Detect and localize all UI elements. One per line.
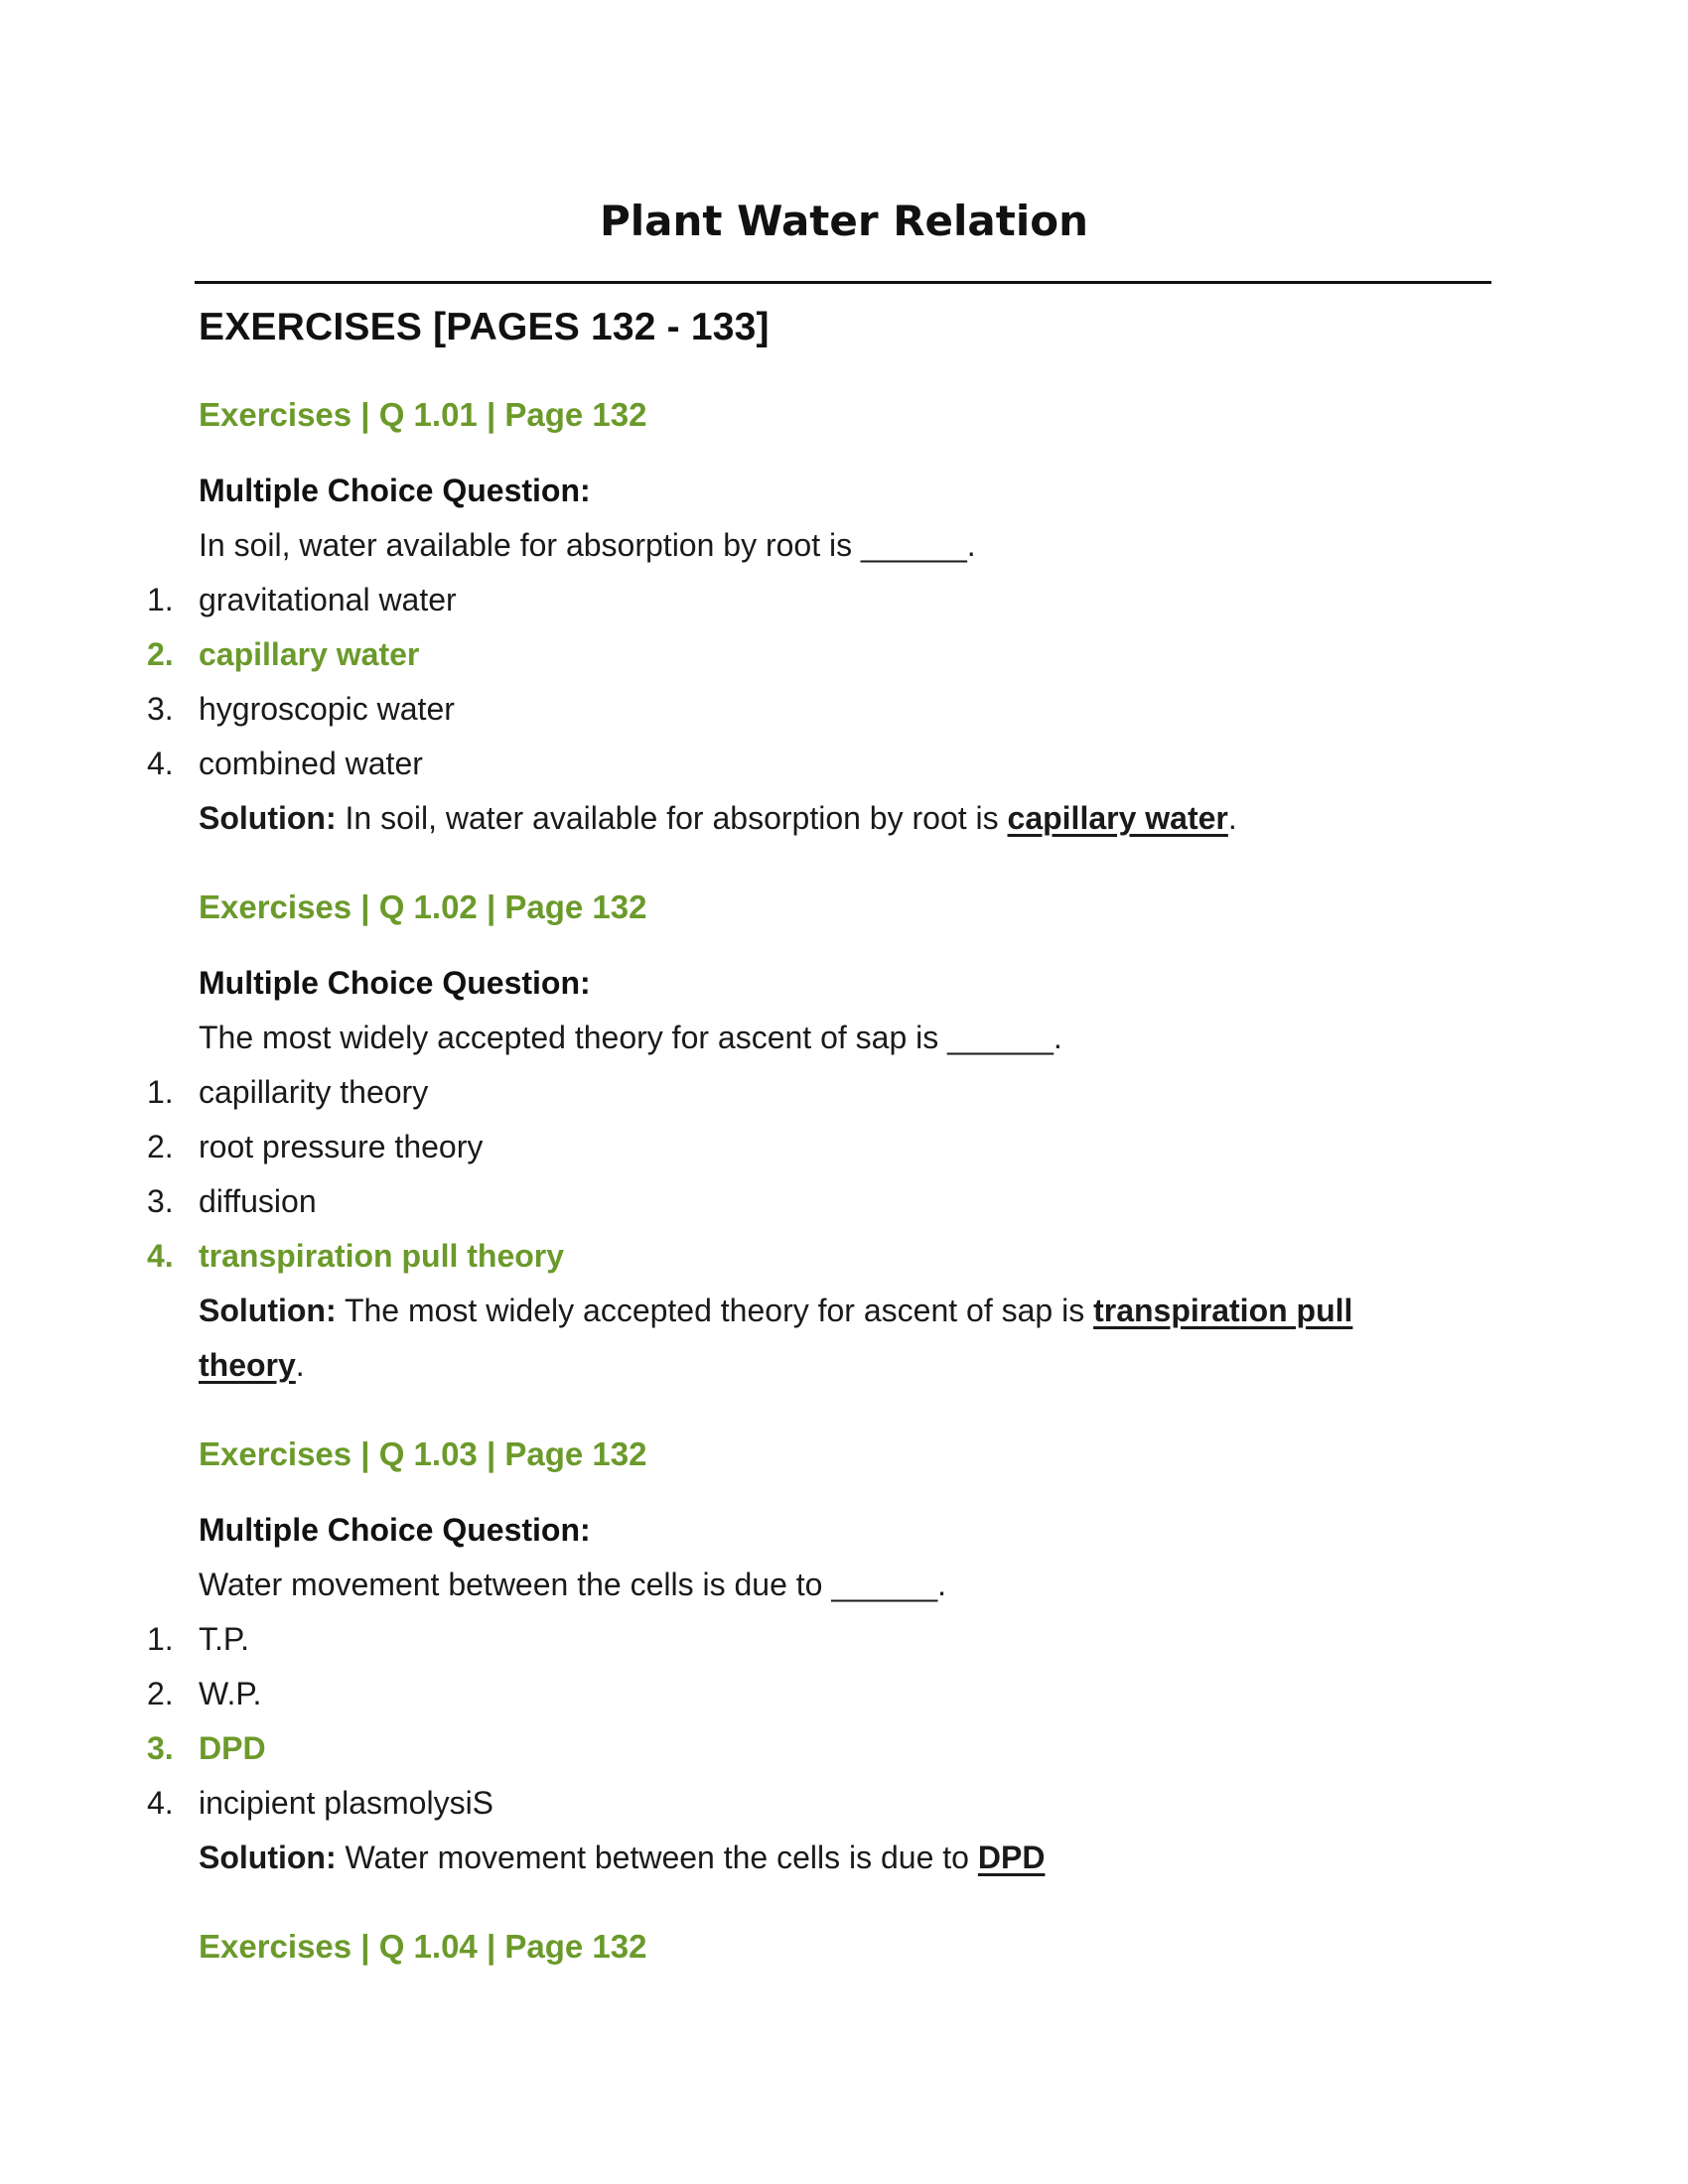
solution-label: Solution: [199,1840,337,1875]
option-text: DPD [199,1730,266,1766]
option-text: combined water [199,746,423,781]
option-number: 3. [147,1730,174,1766]
option-number: 1. [147,1074,174,1110]
option-number: 1. [147,1621,174,1657]
option-item [0,1174,1688,1229]
question-header: Exercises | Q 1.01 | Page 132 [199,396,647,433]
option-number: 4. [147,746,174,781]
option-item-correct [0,1229,1688,1284]
option-text: capillarity theory [199,1074,429,1110]
solution-text: In soil, water available for absorption by root is [336,800,1008,836]
options-list [0,1065,1688,1284]
solution [199,1284,1420,1393]
solution-label: Solution: [199,800,337,836]
option-number: 3. [147,1183,174,1219]
option-number: 3. [147,691,174,727]
option-item-correct [0,627,1688,682]
question-type-label: Multiple Choice Question: [199,965,591,1001]
question-header: Exercises | Q 1.04 | Page 132 [199,1928,647,1965]
option-item [0,1120,1688,1174]
option-number: 2. [147,1129,174,1164]
options-list [0,1612,1688,1831]
solution-text: The most widely accepted theory for ascent of sap is [336,1293,1094,1328]
solution-text: Water movement between the cells is due to [336,1840,978,1875]
page-title: Plant Water Relation [600,197,1088,245]
option-item [0,1667,1688,1721]
solution-end: . [1227,800,1237,836]
option-text: gravitational water [199,582,457,617]
option-text: hygroscopic water [199,691,455,727]
solution [199,1831,1420,1885]
option-text: root pressure theory [199,1129,484,1164]
solution-answer: transpiration pull theory [199,1293,1353,1383]
section-heading: EXERCISES [PAGES 132 - 133] [199,306,770,348]
option-number: 4. [147,1785,174,1821]
question-header: Exercises | Q 1.02 | Page 132 [199,888,647,925]
solution-answer: DPD [977,1840,1046,1875]
question-text: Water movement between the cells is due to ______. [199,1567,947,1602]
option-text: diffusion [199,1183,317,1219]
option-item [0,1612,1688,1667]
option-text: incipient plasmolysiS [199,1785,494,1821]
question-type-label: Multiple Choice Question: [199,473,591,508]
question-type-label: Multiple Choice Question: [199,1512,591,1548]
option-number: 2. [147,636,174,672]
option-item [0,737,1688,791]
option-number: 2. [147,1676,174,1711]
option-text: W.P. [199,1676,262,1711]
option-text: capillary water [199,636,420,672]
solution-answer: capillary water [1007,800,1228,836]
solution-end: . [295,1347,305,1383]
questions-container [0,387,1688,2008]
options-list [0,573,1688,791]
option-item-correct [0,1721,1688,1776]
question-header: Exercises | Q 1.03 | Page 132 [199,1435,647,1472]
option-number: 4. [147,1238,174,1274]
solution [199,791,1420,846]
question-text: In soil, water available for absorption by root is ______. [199,527,976,563]
question-block [0,880,1688,1393]
option-number: 1. [147,582,174,617]
question-block [0,1427,1688,1885]
option-text: transpiration pull theory [199,1238,565,1274]
option-item [0,682,1688,737]
option-item [0,573,1688,627]
solution-label: Solution: [199,1293,337,1328]
question-block [0,1919,1688,1975]
question-text: The most widely accepted theory for ascent of sap is ______. [199,1020,1062,1055]
option-item [0,1776,1688,1831]
question-block [0,387,1688,846]
option-text: T.P. [199,1621,249,1657]
option-item [0,1065,1688,1120]
title-divider [195,281,1491,284]
